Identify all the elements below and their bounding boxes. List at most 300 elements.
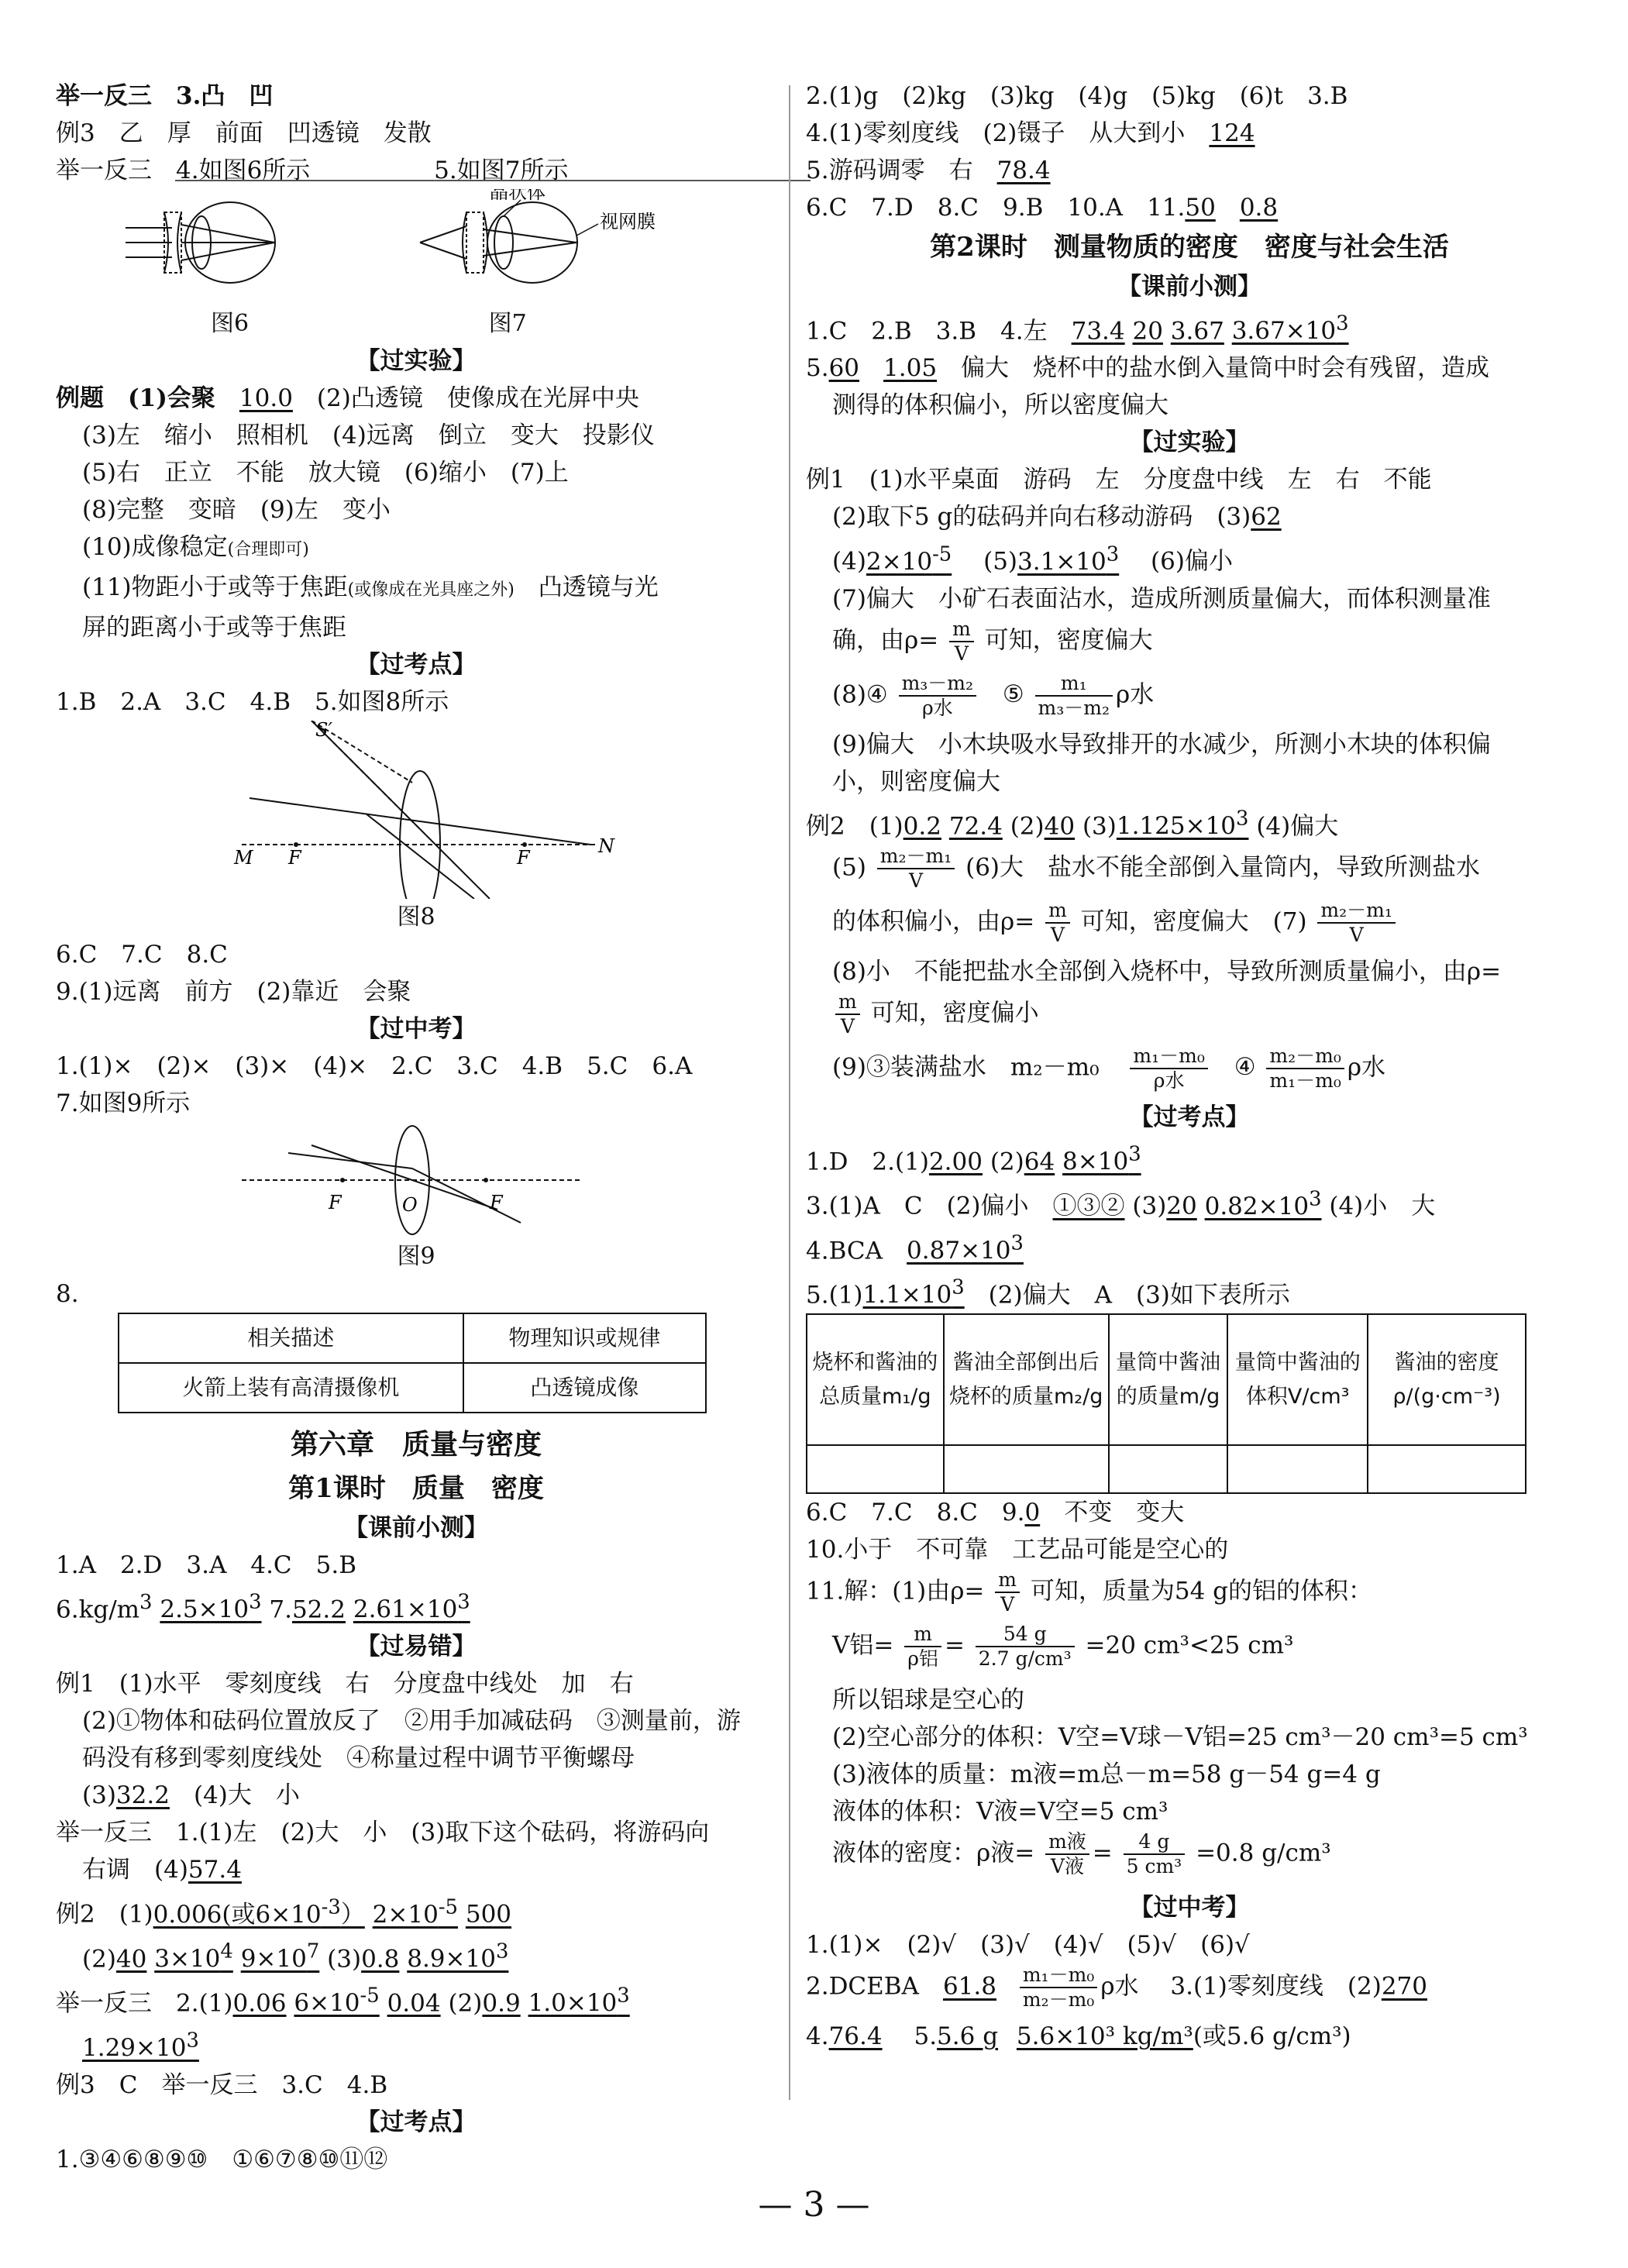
label-m: M (234, 847, 253, 869)
table-header: 量筒中酱油的体积V/cm³ (1227, 1314, 1368, 1445)
label-o: O (402, 1194, 418, 1216)
sup: -5 (438, 1895, 458, 1919)
sup: 3 (495, 1939, 509, 1963)
fraction (995, 1568, 1020, 1616)
text: (2)凸透镜 使像成在光屏中央 (292, 384, 639, 412)
text: (2) (1010, 811, 1045, 840)
text (153, 1895, 365, 1929)
text: 270 (1381, 1972, 1427, 2001)
text: (4)偏大 (1256, 811, 1339, 840)
text: (4)大 小 (169, 1781, 300, 1810)
answer-line: (2)①物体和砝码位置放反了 ②用手加减砝码 ③测量前，游 (82, 1707, 741, 1736)
numerator: m₃－m₂ (899, 672, 976, 697)
text (866, 542, 952, 576)
text (1231, 312, 1349, 346)
text: 0.82×10 (1204, 1192, 1310, 1220)
sup: 3 (952, 1275, 965, 1299)
numerator: m₁－m₀ (1130, 1045, 1207, 1069)
numerator: m (904, 1623, 941, 1647)
text: 20 (1132, 317, 1163, 346)
figures-6-7 (56, 189, 776, 305)
sup: 3 (457, 1591, 470, 1614)
table-header: 酱油的密度ρ/(g·cm⁻³) (1368, 1314, 1526, 1445)
text: 62 (1251, 503, 1282, 532)
text: 可知，质量为54 g的铝的体积： (1030, 1577, 1373, 1605)
label-f1: F (288, 847, 301, 869)
sup: 3 (1336, 312, 1349, 336)
section-heading: 【过中考】 (356, 1015, 477, 1043)
section-heading: 【过实验】 (1129, 428, 1250, 457)
text: 5.6 g (937, 2022, 999, 2051)
eye-diagrams (56, 189, 776, 305)
answer-line (56, 152, 776, 189)
text: 2.DCEBA (806, 1972, 943, 2001)
text: 4.BCA (806, 1236, 907, 1265)
text: 6.C 7.C 8.C 9. (806, 1499, 1025, 1527)
answer-line: 举一反三 3.凸 凹 (56, 82, 274, 110)
lens-diagram-8 (56, 721, 776, 899)
text: 7. (269, 1595, 292, 1624)
description-table (118, 1313, 707, 1413)
rho-water: ρ水 (1116, 680, 1155, 709)
answer-line: (3)左 缩小 照相机 (4)远离 倒立 变大 投影仪 (82, 422, 655, 449)
fraction (1035, 672, 1113, 720)
fraction (899, 672, 976, 720)
section-heading: 【课前小测】 (1117, 273, 1261, 301)
answer-line: 小，则密度偏大 (832, 767, 1000, 796)
table-cell: 火箭上装有高清摄像机 (119, 1363, 463, 1413)
text: 可知，密度偏大 (7) (1080, 907, 1307, 936)
answer-line (806, 1045, 1573, 1099)
denominator: V液 (1050, 1855, 1084, 1878)
answer-line (56, 2022, 776, 2066)
answer-line: (8)完整 变暗 (9)左 变小 (82, 496, 391, 524)
figure-9 (56, 1122, 776, 1238)
text: (5) (832, 853, 866, 882)
fraction (1124, 1830, 1186, 1878)
text: 0.9 (482, 1989, 521, 2018)
sup: -5 (932, 542, 952, 566)
text: (4)小 大 (1329, 1192, 1436, 1220)
text: 3×10 (154, 1944, 221, 1973)
sup: 3 (617, 1984, 630, 2008)
text (240, 1939, 320, 1973)
text: (2) (82, 1944, 116, 1973)
text: 6×10 (294, 1989, 360, 2018)
column-divider (789, 85, 790, 2100)
text: 124 (1209, 119, 1255, 147)
text: (2) (990, 1148, 1024, 1176)
lesson-title: 第2课时 测量物质的密度 密度与社会生活 (930, 232, 1449, 263)
answer-line (806, 115, 1573, 152)
label-f2: F (490, 1192, 503, 1213)
table-cell (807, 1445, 944, 1493)
text: (5) (959, 547, 1018, 576)
numerator: m (1045, 899, 1070, 924)
text: 0.8 (1239, 194, 1279, 222)
text: 10.0 (239, 384, 293, 412)
section-heading: 【过实验】 (356, 347, 477, 375)
text: 例题 (1)会聚 (56, 384, 239, 412)
text: (或6×10 (222, 1900, 322, 1929)
text: 5. (806, 354, 829, 383)
answer-line: 2.(1)g (2)kg (3)kg (4)g (5)kg (6)t 3.B (806, 82, 1348, 110)
text: 5.游码调零 右 (806, 157, 997, 184)
text: 偏大 烧杯中的盐水倒入量筒中时会有残留，造成 (937, 354, 1490, 383)
text: 3.67 (1170, 317, 1224, 346)
answer-line (806, 305, 1573, 349)
text: 0.87×10 (907, 1236, 1011, 1265)
table-cell (1368, 1445, 1526, 1493)
fraction (976, 1623, 1075, 1671)
answer-line: 液体的体积：V液=V空=5 cm³ (832, 1798, 1169, 1826)
section-heading: 【课前小测】 (344, 1514, 488, 1542)
numerator: m (995, 1568, 1020, 1593)
figure-6-eye (126, 202, 275, 283)
numerator: m₂－m₁ (877, 845, 955, 869)
fraction (904, 1623, 941, 1671)
label-f2: F (517, 847, 530, 869)
answer-line: (8)小 不能把盐水全部倒入烧杯中，导致所测质量偏小，由ρ= (832, 957, 1502, 986)
text (294, 1984, 380, 2018)
text (407, 1939, 509, 1973)
fraction (1266, 1045, 1344, 1093)
text (82, 2029, 199, 2062)
text: (或像成在光具座之外) (347, 580, 515, 600)
fraction (877, 845, 955, 893)
answer-line (56, 1888, 776, 1932)
answer-line (806, 1494, 1573, 1531)
text: 8.9×10 (407, 1944, 496, 1973)
text: (4) (832, 547, 866, 576)
answer-line: 6.C 7.C 8.C (56, 941, 228, 969)
denominator: V (1000, 1593, 1015, 1616)
answer-line (56, 1851, 776, 1888)
text: 5.(1) (806, 1281, 863, 1310)
numerator: m (949, 618, 974, 642)
answer-line (56, 1977, 776, 2022)
text: ①③② (1052, 1192, 1125, 1220)
answer-line: 8. (56, 1280, 79, 1308)
text (154, 1939, 233, 1973)
sup: 3 (1010, 1231, 1024, 1255)
answer-line (806, 349, 1573, 387)
fraction (1130, 1045, 1207, 1093)
text: 64 (1024, 1148, 1055, 1176)
denominator: 5 cm³ (1126, 1855, 1182, 1878)
numerator: m₂－m₀ (1266, 1045, 1344, 1069)
section-heading: 【过考点】 (356, 2108, 477, 2136)
label-s: S′ (315, 721, 332, 741)
denominator: V (954, 642, 969, 665)
text: 20 (1166, 1192, 1197, 1220)
text: 11.解：(1)由ρ= (806, 1577, 985, 1605)
text: 0.006 (153, 1900, 222, 1929)
answer-line: 液体的密度：ρ液= $\frac{\text{m液}}{\text{V液}}$ = $\frac{4 g}{\text{5 cm³}}$ =0.8 g/cm³ (832, 1830, 1331, 1878)
label-f1: F (329, 1192, 342, 1213)
text: 32.2 (115, 1781, 170, 1810)
answer-line: 1.B 2.A 3.C 4.B 5.如图8所示 (56, 688, 449, 716)
text: (3) (1082, 811, 1117, 840)
sup: 3 (1309, 1187, 1322, 1211)
text: (8)④ (832, 680, 888, 709)
answer-line: 1.(1)× (2)× (3)× (4)× 2.C 3.C 4.B 5.C 6.A (56, 1052, 693, 1080)
table-header: 烧杯和酱油的总质量m₁/g (807, 1314, 944, 1445)
text (372, 1895, 458, 1929)
rho-water: ρ水 (1347, 1053, 1386, 1082)
text: ⑤ (1002, 680, 1024, 709)
text: 可知，密度偏小 (870, 999, 1039, 1027)
table-cell: 凸透镜成像 (463, 1363, 706, 1413)
text: 1.1×10 (862, 1281, 952, 1310)
text: (6)偏小 (1127, 547, 1233, 576)
text: 61.8 (942, 1972, 996, 2001)
text: 1.29×10 (82, 2033, 187, 2062)
text: 8×10 (1062, 1148, 1129, 1176)
sup: 3 (1128, 1142, 1141, 1166)
answer-line (806, 1136, 1573, 1180)
section-heading: 【过中考】 (1129, 1894, 1250, 1922)
lens-diagram-9 (56, 1122, 776, 1238)
fraction (1045, 899, 1070, 947)
sup: -3 (321, 1895, 341, 1919)
text: 72.4 (948, 811, 1003, 840)
text: 0.04 (387, 1989, 441, 2018)
section-heading: 【过考点】 (356, 651, 477, 679)
fraction (1020, 1963, 1097, 2012)
denominator: ρ水 (921, 696, 953, 719)
text: (2)偏大 A (3)如下表所示 (964, 1281, 1290, 1310)
numerator: m₂－m₁ (1317, 899, 1395, 924)
text: 液体的密度：ρ液= (832, 1839, 1035, 1867)
text: 3.(1)A C (2)偏小 (806, 1192, 1053, 1220)
text: 1.C 2.B 3.B 4.左 (806, 317, 1072, 346)
figure-7-eye (420, 189, 656, 283)
answer-line: 例3 C 举一反三 3.C 4.B (56, 2070, 388, 2099)
text: (3) (1132, 1192, 1167, 1220)
text: (2)取下5 g的砝码并向右移动游码 (3) (832, 503, 1251, 532)
text: 例2 (1) (56, 1900, 153, 1929)
table-header: 相关描述 (119, 1313, 463, 1363)
text: 确，由ρ= (832, 626, 939, 655)
answer-line (806, 1963, 1573, 2018)
answer-line: 1.(1)× (2)√ (3)√ (4)√ (5)√ (6)√ (806, 1931, 1250, 1960)
label-n: N (598, 835, 614, 857)
text: 2.00 (928, 1148, 983, 1176)
denominator: m₃－m₂ (1038, 696, 1110, 719)
answer-line (56, 380, 776, 417)
text: 78.4 (996, 157, 1051, 184)
text: (10)成像稳定 (82, 533, 228, 561)
text: (3) (327, 1944, 362, 1973)
sup: 3 (249, 1591, 262, 1614)
text: (9)③装满盐水 m₂－m₀ (832, 1053, 1100, 1082)
sup: 3 (186, 2029, 199, 2053)
text: 5.如图7所示 (434, 157, 569, 184)
answer-line (56, 1933, 776, 1977)
sup: 4 (220, 1939, 233, 1963)
left-column (56, 77, 776, 2178)
text: 1.0×10 (528, 1989, 618, 2018)
lesson-title: 第1课时 质量 密度 (288, 1473, 544, 1504)
answer-line: 测得的体积偏小，所以密度偏大 (832, 391, 1169, 420)
label-crystal: 晶状体 (490, 189, 546, 203)
text: 73.4 (1071, 317, 1125, 346)
denominator: m₁－m₀ (1269, 1069, 1341, 1092)
answer-line (806, 1180, 1573, 1224)
answer-line: 屏的距离小于或等于焦距 (82, 614, 346, 642)
text: ④ (1234, 1053, 1256, 1082)
numerator: m₁－m₀ (1020, 1963, 1097, 1988)
text: (11)物距小于或等于焦距 (82, 573, 348, 601)
measurement-table (806, 1313, 1526, 1494)
text: 2.5×10 (160, 1595, 250, 1624)
text: 不变 变大 (1040, 1499, 1185, 1527)
text: 76.4 (828, 2022, 883, 2051)
text: 5. (890, 2022, 938, 2051)
text: 3.(1)零刻度线 (2) (1146, 1972, 1382, 2001)
answer-line (56, 1584, 776, 1628)
text: 1.D 2.(1) (806, 1148, 929, 1176)
sup: 3 (1106, 542, 1120, 566)
text: 60 (828, 354, 860, 383)
answer-line: (9)偏大 小木块吸水导致排开的水减少，所测小木块的体积偏 (832, 730, 1491, 759)
answer-line: (5)右 正立 不能 放大镜 (6)缩小 (7)上 (82, 459, 569, 487)
text: 2.61×10 (353, 1595, 458, 1624)
answer-line (56, 569, 776, 609)
text: 举一反三 4.如图6所示 (56, 157, 311, 184)
text: (6)大 盐水不能全部倒入量筒内，导致所测盐水 (965, 853, 1481, 882)
chapter-title: 第六章 质量与密度 (290, 1428, 542, 1461)
answer-line: (7)偏大 小矿石表面沾水，造成所测质量偏大，而体积测量准 (832, 584, 1491, 613)
numerator: m₁ (1035, 672, 1113, 697)
denominator: V (840, 1014, 855, 1038)
right-column (806, 77, 1573, 2055)
answer-line (806, 800, 1573, 845)
table-header: 量筒中酱油的质量m/g (1109, 1314, 1228, 1445)
numerator: m (835, 990, 860, 1015)
text: 40 (115, 1944, 147, 1973)
text: ） (340, 1900, 365, 1929)
answer-line: 1.③④⑥⑧⑨⑩ ①⑥⑦⑧⑩⑪⑫ (56, 2145, 388, 2173)
text: 举一反三 2.(1) (56, 1989, 233, 2018)
answer-line (806, 498, 1573, 535)
denominator: V (1349, 923, 1364, 946)
denominator: V (908, 869, 924, 892)
fraction (1317, 899, 1395, 947)
text: 57.4 (188, 1856, 242, 1884)
answer-line (806, 672, 1573, 726)
table-cell (1109, 1445, 1228, 1493)
text: (合理即可) (227, 540, 309, 559)
answer-line (806, 535, 1573, 580)
answer-line: 9.(1)远离 前方 (2)靠近 会聚 (56, 978, 411, 1006)
table-cell (944, 1445, 1109, 1493)
text: 2×10 (372, 1900, 439, 1929)
answer-line: (2)空心部分的体积：V空=V球－V铝=25 cm³－20 cm³=5 cm³ (832, 1723, 1528, 1752)
text: 凸透镜与光 (514, 573, 659, 601)
numerator: 54 g (976, 1623, 1075, 1647)
denominator: m₂－m₀ (1022, 1988, 1095, 2012)
section-heading: 【过考点】 (1129, 1103, 1250, 1131)
fig7-caption: 图7 (488, 310, 527, 337)
fig9-caption: 图9 (397, 1243, 435, 1270)
table-cell (1227, 1445, 1368, 1493)
fraction (1045, 1830, 1089, 1878)
text: 9×10 (240, 1944, 307, 1973)
answer-line: 7.如图9所示 (56, 1089, 191, 1117)
text: V铝= (832, 1631, 894, 1660)
answer-line: 1.A 2.D 3.A 4.C 5.B (56, 1551, 357, 1579)
answer-line: 例1 (1)水平 零刻度线 右 分度盘中线处 加 右 (56, 1670, 634, 1698)
text (862, 1275, 965, 1310)
text: 4. (806, 2022, 829, 2051)
table-header: 酱油全部倒出后烧杯的质量m₂/g (944, 1314, 1109, 1445)
text: =0.8 g/cm³ (1196, 1839, 1331, 1867)
text (1204, 1187, 1322, 1220)
answer-line (806, 1269, 1573, 1313)
text: (3) (82, 1781, 116, 1810)
text (160, 1591, 262, 1624)
text: 500 (465, 1900, 512, 1929)
text: (2) (448, 1989, 483, 2018)
section-heading: 【过易错】 (356, 1633, 477, 1661)
answer-line (806, 990, 1573, 1045)
text: 右调 (4) (82, 1856, 188, 1884)
text: =20 cm³<25 cm³ (1085, 1631, 1294, 1660)
fig8-caption: 图8 (397, 903, 435, 931)
text: 4.(1)零刻度线 (2)镊子 从大到小 (806, 119, 1210, 147)
answer-line: 码没有移到零刻度线处 ④称量过程中调节平衡螺母 (82, 1744, 635, 1773)
text: 例2 (1) (806, 811, 903, 840)
text: 1.125×10 (1116, 811, 1237, 840)
text: 0.06 (232, 1989, 287, 2018)
numerator: 4 g (1124, 1830, 1186, 1855)
fraction (835, 990, 860, 1038)
answer-line (806, 152, 1573, 189)
answer-line (806, 2018, 1573, 2055)
text: (或5.6 g/cm³) (1193, 2022, 1351, 2051)
text: 0.2 (903, 811, 941, 840)
sup: 7 (306, 1939, 320, 1963)
denominator: ρ铝 (907, 1647, 938, 1671)
answer-line (56, 528, 776, 569)
text: 5.6×10³ kg/m³ (1016, 2022, 1193, 2051)
answer-line: 例1 (1)水平桌面 游码 左 分度盘中线 左 右 不能 (806, 466, 1432, 494)
answer-line (806, 618, 1573, 672)
answer-line (56, 1777, 776, 1814)
answer-line (806, 189, 1573, 226)
text: 3.67×10 (1231, 317, 1337, 346)
denominator: V (1050, 923, 1065, 946)
text: 的体积偏小，由ρ= (832, 907, 1035, 936)
fig-captions (56, 305, 776, 342)
answer-line (806, 1568, 1573, 1623)
denominator: 2.7 g/cm³ (978, 1647, 1072, 1671)
text (528, 1984, 630, 2018)
answer-line: (3)液体的质量：m液=m总－m=58 g－54 g=4 g (832, 1760, 1381, 1789)
fig6-caption: 图6 (211, 310, 250, 337)
fraction (949, 618, 974, 666)
denominator: ρ水 (1153, 1069, 1185, 1092)
answer-line: 例3 乙 厚 前面 凹透镜 发散 (56, 119, 432, 147)
answer-line: 10.小于 不可靠 工艺品可能是空心的 (806, 1536, 1229, 1564)
text: 可知，密度偏大 (984, 626, 1153, 655)
text (907, 1231, 1024, 1265)
text: 3.1×10 (1017, 547, 1107, 576)
label-retina: 视网膜 (600, 211, 656, 232)
numerator: m液 (1045, 1830, 1089, 1855)
